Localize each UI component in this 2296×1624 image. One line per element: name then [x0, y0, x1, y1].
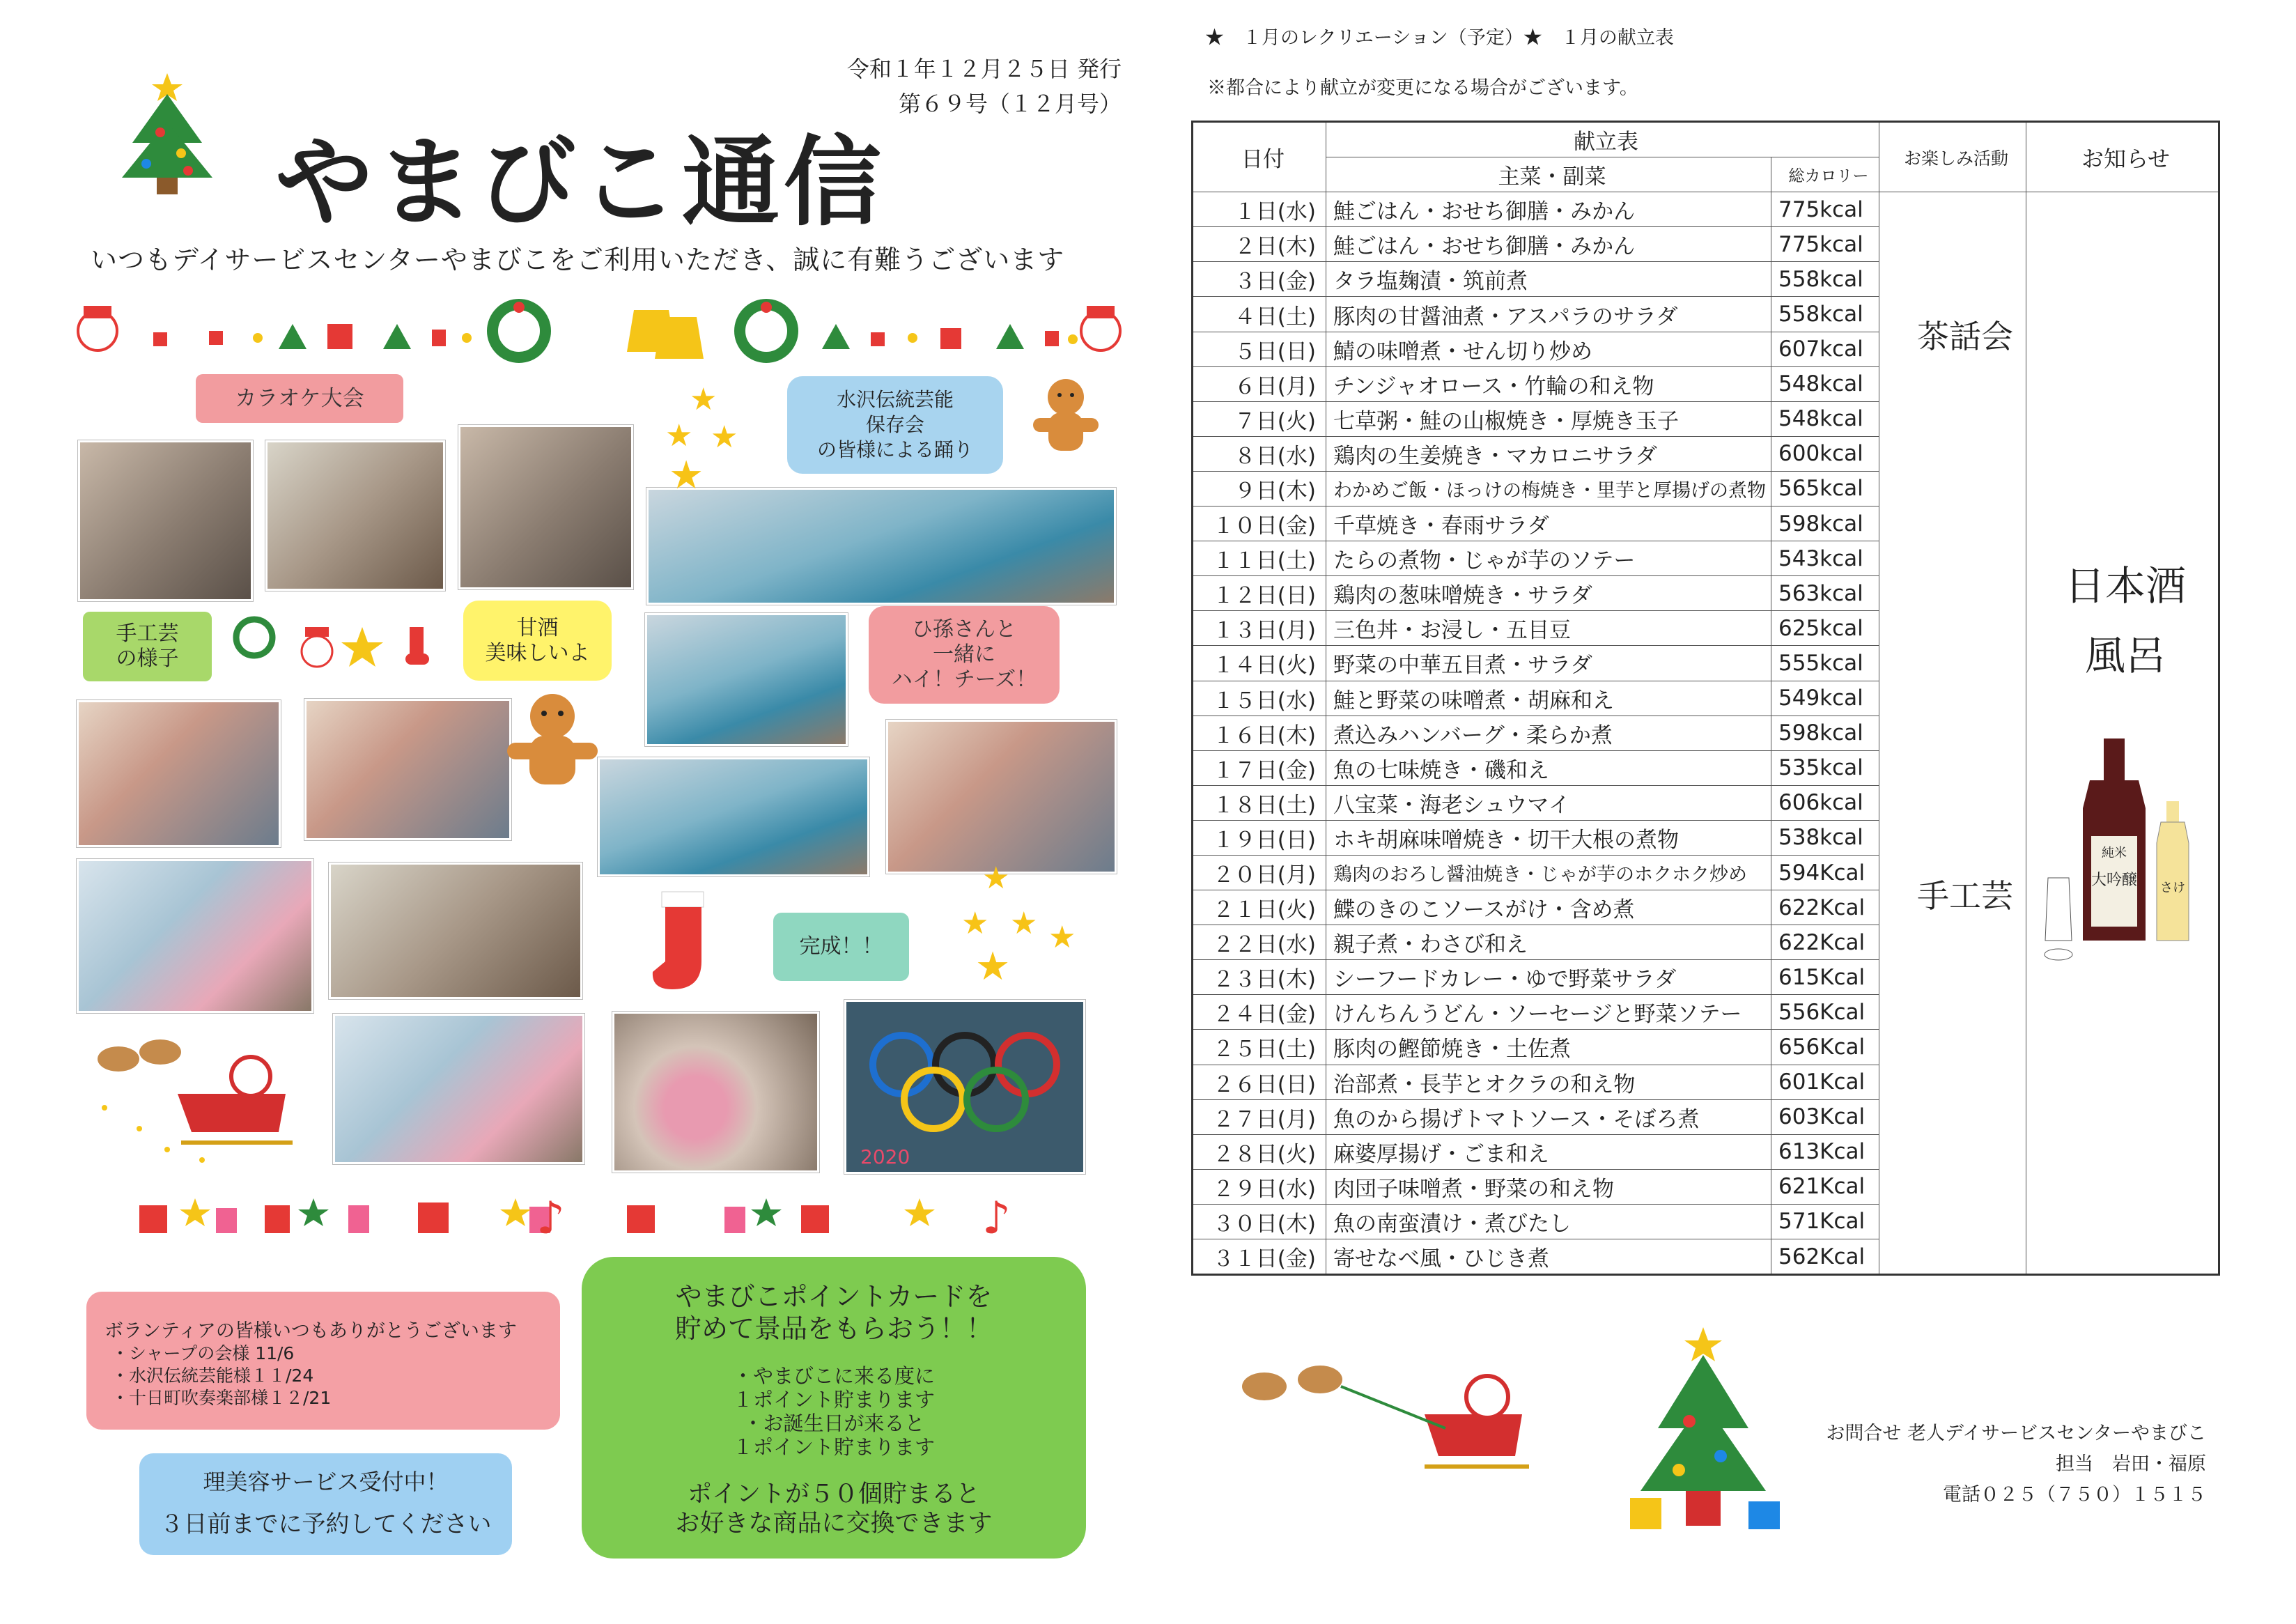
- volunteer-title: ボランティアの皆様いつもありがとうございます: [104, 1320, 517, 1342]
- notice-bath: 風呂: [2084, 632, 2166, 679]
- photo-year-label: 2020: [860, 1145, 910, 1168]
- cheese-callout: ひ孫さんと 一緒に ハイ！チーズ！: [869, 606, 1060, 704]
- point-card-title-2: 貯めて景品をもらおう！！: [674, 1313, 993, 1344]
- header-kcal: 総カロリー: [1771, 157, 1879, 192]
- svg-text:♪: ♪: [982, 1193, 1011, 1244]
- star-icon: ★: [665, 418, 693, 454]
- menu-kcal: 625kcal: [1771, 611, 1879, 646]
- menu-dish: 豚肉の鰹節焼き・土佐煮: [1326, 1030, 1771, 1065]
- menu-date: ７日(火): [1193, 401, 1326, 436]
- menu-dish: シーフードカレー・ゆで野菜サラダ: [1326, 960, 1771, 995]
- volunteer-item: ・シャープの会様 11/6: [111, 1343, 295, 1363]
- menu-dish: 鶏肉のおろし醤油焼き・じゃが芋のホクホク炒め: [1326, 855, 1771, 890]
- issue-date: 令和１年１２月２５日 発行: [846, 56, 1122, 82]
- point-card-bullet: １ポイント貯まります: [732, 1435, 935, 1459]
- menu-date: ３日(金): [1193, 262, 1326, 297]
- menu-date: ２２日(水): [1193, 925, 1326, 960]
- menu-kcal: 601Kcal: [1771, 1065, 1879, 1099]
- menu-date: ６日(月): [1193, 366, 1326, 401]
- menu-date: ２５日(土): [1193, 1030, 1326, 1065]
- menu-dish: わかめご飯・ほっけの梅焼き・里芋と厚揚げの煮物: [1326, 471, 1771, 506]
- volunteer-item: ・十日町吹奏楽部様１２/21: [111, 1388, 332, 1408]
- photo-karaoke-1: [78, 440, 253, 601]
- menu-kcal: 558kcal: [1771, 262, 1879, 297]
- menu-kcal: 548kcal: [1771, 401, 1879, 436]
- done-callout: 完成！！: [773, 913, 909, 981]
- menu-kcal: 555kcal: [1771, 646, 1879, 681]
- menu-date: １１日(土): [1193, 541, 1326, 576]
- star-icon: ★: [982, 860, 1010, 896]
- barber-line-2: ３日前までに予約してください: [160, 1510, 492, 1538]
- menu-dish: 親子煮・わさび和え: [1326, 925, 1771, 960]
- barber-line-1: 理美容サービス受付中！: [203, 1469, 449, 1495]
- amazake-callout: 甘酒 美味しいよ: [463, 601, 612, 681]
- header-menu: 献立表: [1326, 122, 1879, 157]
- menu-date: １８日(土): [1193, 785, 1326, 820]
- right-note: ※都合により献立が変更になる場合がございます。: [1207, 77, 1638, 99]
- photo-dance-2: [645, 613, 848, 746]
- menu-kcal: 607kcal: [1771, 332, 1879, 366]
- menu-date: ９日(木): [1193, 471, 1326, 506]
- dance-callout: 水沢伝統芸能 保存会 の皆様による踊り: [787, 376, 1003, 474]
- photo-karaoke-2: [265, 440, 445, 591]
- menu-date: ２日(木): [1193, 227, 1326, 262]
- menu-dish: チンジャオロース・竹輪の和え物: [1326, 366, 1771, 401]
- garland-decoration: [70, 282, 1128, 373]
- menu-date: １０日(金): [1193, 506, 1326, 541]
- sake-bottle-icon: [2041, 732, 2208, 968]
- menu-kcal: 548kcal: [1771, 366, 1879, 401]
- greeting-text: いつもデイサービスセンターやまびこをご利用いただき、誠に有難うございます: [91, 245, 1065, 275]
- photo-great-grandchild: [886, 720, 1117, 874]
- menu-date: ２６日(日): [1193, 1065, 1326, 1099]
- menu-date: ２８日(火): [1193, 1134, 1326, 1169]
- menu-dish: 千草焼き・春雨サラダ: [1326, 506, 1771, 541]
- menu-dish: 魚の七味焼き・磯和え: [1326, 750, 1771, 785]
- stocking-icon: [644, 885, 721, 1003]
- menu-dish: 八宝菜・海老シュウマイ: [1326, 785, 1771, 820]
- menu-row: [1193, 192, 2219, 227]
- menu-dish: ホキ胡麻味噌焼き・切干大根の煮物: [1326, 820, 1771, 855]
- point-card-bullet: １ポイント貯まります: [732, 1388, 935, 1412]
- photo-craft-4: [329, 863, 582, 999]
- menu-kcal: 622Kcal: [1771, 925, 1879, 960]
- christmas-tree-icon: [1616, 1324, 1790, 1554]
- menu-date: ３１日(金): [1193, 1239, 1326, 1275]
- activity-tea-party: 茶話会: [1917, 318, 2013, 355]
- menu-dish: 魚のから揚げトマトソース・そぼろ煮: [1326, 1099, 1771, 1134]
- contact-line-1: お問合せ 老人デイサービスセンターやまびこ: [1826, 1423, 2206, 1444]
- photo-craft-result: [612, 1012, 819, 1173]
- menu-date: ４日(土): [1193, 297, 1326, 332]
- right-heading: ★ １月のレクリエーション（予定）★ １月の献立表: [1205, 27, 1674, 49]
- menu-dish: 治部煮・長芋とオクラの和え物: [1326, 1065, 1771, 1099]
- svg-text:♪: ♪: [536, 1193, 565, 1244]
- menu-kcal: 565kcal: [1771, 471, 1879, 506]
- gifts-decoration: [125, 1184, 1031, 1247]
- header-notice: お知らせ: [2026, 122, 2219, 192]
- photo-amazake: [458, 425, 633, 589]
- menu-dish: 野菜の中華五目煮・サラダ: [1326, 646, 1771, 681]
- menu-kcal: 775kcal: [1771, 227, 1879, 262]
- menu-dish: 七草粥・鮭の山椒焼き・厚焼き玉子: [1326, 401, 1771, 436]
- star-icon: ★: [961, 906, 989, 941]
- header-dish: 主菜・副菜: [1326, 157, 1771, 192]
- menu-dish: けんちんうどん・ソーセージと野菜ソテー: [1326, 995, 1771, 1030]
- menu-kcal: 535kcal: [1771, 750, 1879, 785]
- volunteer-item: ・水沢伝統芸能様１１/24: [111, 1366, 314, 1386]
- star-icon: ★: [1010, 906, 1038, 941]
- photo-olympic-rings-art: [844, 1000, 1085, 1174]
- menu-date: ２０日(月): [1193, 855, 1326, 890]
- menu-dish: 鮭ごはん・おせち御膳・みかん: [1326, 192, 1771, 227]
- menu-dish: 鮭ごはん・おせち御膳・みかん: [1326, 227, 1771, 262]
- menu-kcal: 621Kcal: [1771, 1169, 1879, 1204]
- ornaments-decoration: [223, 599, 446, 690]
- menu-date: ３０日(木): [1193, 1204, 1326, 1239]
- menu-date: ２４日(金): [1193, 995, 1326, 1030]
- menu-dish: 煮込みハンバーグ・柔らか煮: [1326, 716, 1771, 750]
- menu-kcal: 598kcal: [1771, 716, 1879, 750]
- menu-date: ５日(日): [1193, 332, 1326, 366]
- olympic-rings-icon: [846, 1002, 1083, 1172]
- point-card-footer-1: ポイントが５０個貯まると: [687, 1480, 980, 1508]
- menu-date: １６日(木): [1193, 716, 1326, 750]
- menu-dish: 豚肉の甘醤油煮・アスパラのサラダ: [1326, 297, 1771, 332]
- activity-handicraft: 手工芸: [1917, 877, 2013, 915]
- sake-label-3: さけ: [2160, 881, 2185, 895]
- menu-dish: 鮭と野菜の味噌煮・胡麻和え: [1326, 681, 1771, 716]
- star-icon: ★: [1048, 920, 1076, 955]
- menu-dish: 麻婆厚揚げ・ごま和え: [1326, 1134, 1771, 1169]
- menu-date: ８日(水): [1193, 436, 1326, 471]
- menu-kcal: 606kcal: [1771, 785, 1879, 820]
- contact-line-3: 電話０２５（７５０）１５１５: [1943, 1484, 2206, 1506]
- point-card-footer-2: お好きな商品に交換できます: [675, 1510, 993, 1538]
- menu-date: １７日(金): [1193, 750, 1326, 785]
- header-date: 日付: [1193, 122, 1326, 192]
- star-icon: ★: [711, 419, 738, 455]
- menu-kcal: 622Kcal: [1771, 890, 1879, 925]
- menu-date: １４日(火): [1193, 646, 1326, 681]
- menu-date: １日(水): [1193, 192, 1326, 227]
- barber-service-box: [139, 1453, 512, 1555]
- photo-craft-2: [304, 699, 511, 840]
- issue-number: 第６９号（１２月号）: [898, 91, 1122, 117]
- volunteer-list: [111, 1343, 331, 1409]
- menu-kcal: 600kcal: [1771, 436, 1879, 471]
- santa-sleigh-icon: [1216, 1331, 1536, 1498]
- menu-dish: 鶏肉の葱味噌焼き・サラダ: [1326, 576, 1771, 611]
- contact-info: [1792, 1418, 2206, 1510]
- karaoke-callout: カラオケ大会: [196, 374, 403, 423]
- photo-dance-3: [598, 757, 869, 876]
- menu-date: １５日(水): [1193, 681, 1326, 716]
- photo-craft-5: [333, 1014, 584, 1164]
- menu-kcal: 562Kcal: [1771, 1239, 1879, 1275]
- menu-dish: 三色丼・お浸し・五目豆: [1326, 611, 1771, 646]
- menu-date: １２日(日): [1193, 576, 1326, 611]
- photo-dance-1: [646, 488, 1116, 605]
- newsletter-title: やまびこ通信: [275, 126, 886, 240]
- point-card-title-1: やまびこポイントカードを: [675, 1281, 993, 1312]
- menu-kcal: 563kcal: [1771, 576, 1879, 611]
- menu-kcal: 656Kcal: [1771, 1030, 1879, 1065]
- menu-date: ２７日(月): [1193, 1099, 1326, 1134]
- sake-label-2: 大吟醸: [2091, 872, 2138, 889]
- menu-kcal: 613Kcal: [1771, 1134, 1879, 1169]
- photo-craft-3: [77, 859, 313, 1013]
- star-icon: ★: [690, 382, 718, 417]
- photo-craft-1: [77, 700, 281, 847]
- menu-date: ２３日(木): [1193, 960, 1326, 995]
- menu-date: ２１日(火): [1193, 890, 1326, 925]
- notice-sake: 日本酒: [2064, 562, 2186, 610]
- menu-dish: 肉団子味噌煮・野菜の和え物: [1326, 1169, 1771, 1204]
- menu-dish: 鯖の味噌煮・せん切り炒め: [1326, 332, 1771, 366]
- santa-sleigh-icon: [77, 1010, 313, 1170]
- menu-dish: 鶏肉の生姜焼き・マカロニサラダ: [1326, 436, 1771, 471]
- menu-table: [1191, 121, 2220, 1276]
- menu-dish: タラ塩麹漬・筑前煮: [1326, 262, 1771, 297]
- menu-kcal: 594Kcal: [1771, 855, 1879, 890]
- gingerbread-icon: [1027, 376, 1104, 467]
- menu-kcal: 615Kcal: [1771, 960, 1879, 995]
- gingerbread-icon: [500, 690, 605, 808]
- menu-dish: 魚の南蛮漬け・煮びたし: [1326, 1204, 1771, 1239]
- menu-kcal: 571Kcal: [1771, 1204, 1879, 1239]
- menu-date: １９日(日): [1193, 820, 1326, 855]
- menu-dish: 鰈のきのこソースがけ・含め煮: [1326, 890, 1771, 925]
- menu-kcal: 775kcal: [1771, 192, 1879, 227]
- menu-kcal: 603Kcal: [1771, 1099, 1879, 1134]
- menu-kcal: 558kcal: [1771, 297, 1879, 332]
- contact-line-2: 担当 岩田・福原: [2056, 1453, 2206, 1475]
- menu-dish: たらの煮物・じゃが芋のソテー: [1326, 541, 1771, 576]
- menu-dish: 寄せなべ風・ひじき煮: [1326, 1239, 1771, 1275]
- christmas-tree-icon: [104, 66, 230, 206]
- menu-kcal: 543kcal: [1771, 541, 1879, 576]
- notice-text: [2063, 551, 2187, 690]
- point-card-bullet: ・やまびこに来る度に: [732, 1364, 935, 1388]
- craft-callout: 手工芸 の様子: [83, 612, 212, 681]
- point-card-bullet: ・お誕生日が来ると: [743, 1412, 925, 1435]
- menu-kcal: 549kcal: [1771, 681, 1879, 716]
- star-icon: ★: [669, 453, 704, 498]
- header-activity: お楽しみ活動: [1879, 122, 2026, 192]
- menu-kcal: 598kcal: [1771, 506, 1879, 541]
- point-card-box: [582, 1257, 1086, 1559]
- menu-date: １３日(月): [1193, 611, 1326, 646]
- menu-kcal: 538kcal: [1771, 820, 1879, 855]
- star-icon: ★: [975, 944, 1011, 989]
- sake-label-1: 純米: [2102, 846, 2127, 860]
- menu-kcal: 556Kcal: [1771, 995, 1879, 1030]
- menu-date: ２９日(水): [1193, 1169, 1326, 1204]
